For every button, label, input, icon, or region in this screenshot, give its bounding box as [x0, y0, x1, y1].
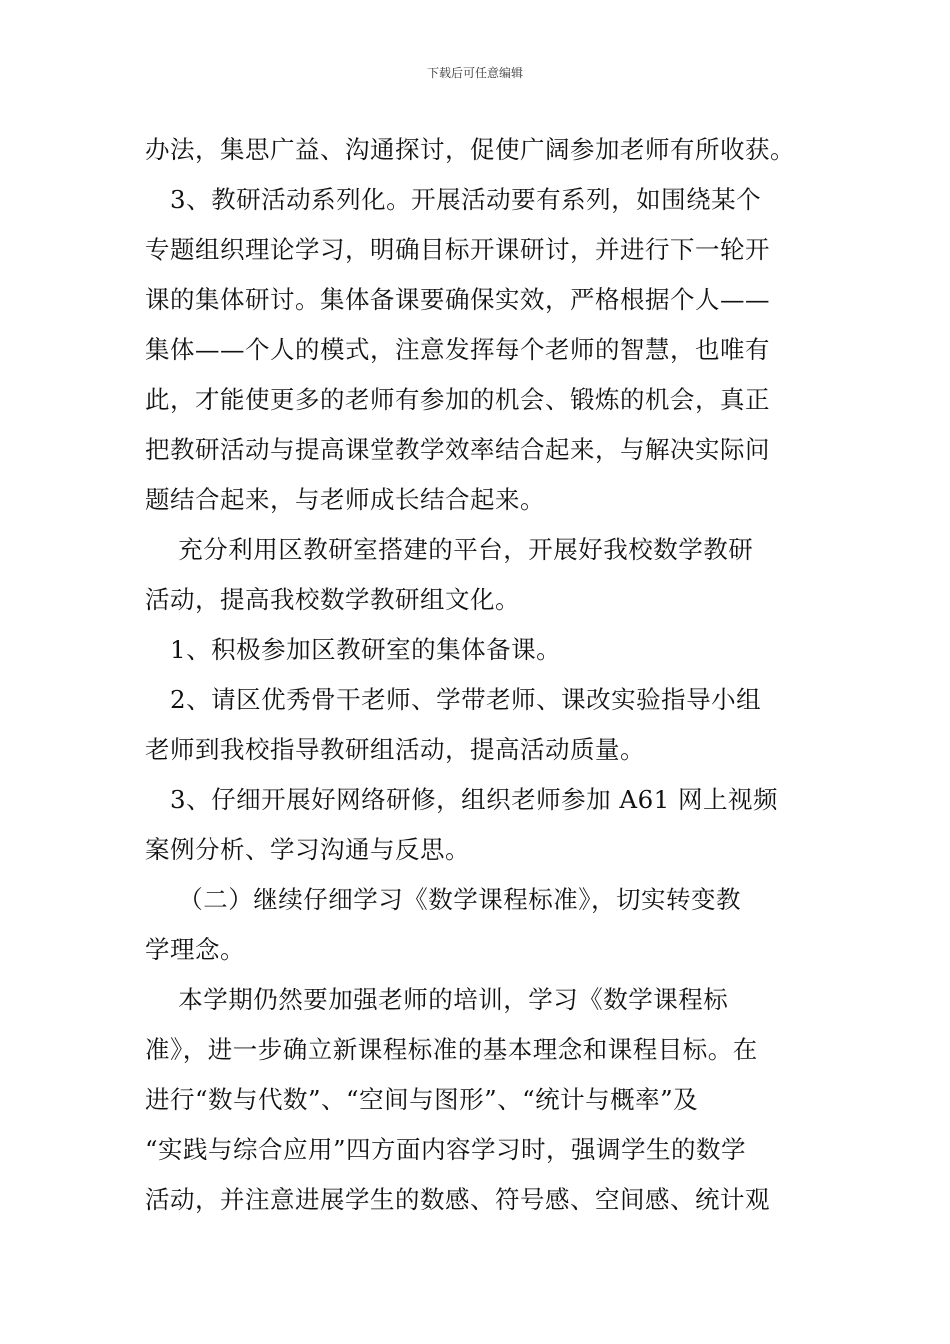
- page-header: 下载后可任意编辑: [426, 66, 523, 80]
- text-line: 本学期仍然要加强老师的培训，学习《数学课程标: [145, 985, 729, 1014]
- text-line: 题结合起来，与老师成长结合起来。: [145, 485, 545, 514]
- text-line: “实践与综合应用”四方面内容学习时，强调学生的数学: [145, 1135, 747, 1164]
- text-line: 2、请区优秀骨干老师、学带老师、课改实验指导小组: [145, 685, 762, 714]
- text-line: 3、教研活动系列化。开展活动要有系列，如围绕某个: [145, 185, 762, 214]
- text-line: 此，才能使更多的老师有参加的机会、锻炼的机会，真正: [145, 385, 770, 414]
- text-line: 案例分析、学习沟通与反思。: [145, 835, 470, 864]
- text-line: 学理念。: [145, 935, 245, 964]
- text-line: 课的集体研讨。集体备课要确保实效，严格根据个人——: [145, 285, 770, 314]
- text-line: 1、积极参加区教研室的集体备课。: [145, 635, 562, 664]
- text-line: 充分利用区教研室搭建的平台，开展好我校数学教研: [145, 535, 754, 564]
- text-line: 专题组织理论学习，明确目标开课研讨，并进行下一轮开: [145, 235, 770, 264]
- text-line: 进行“数与代数”、“空间与图形”、“统计与概率”及: [145, 1085, 699, 1114]
- text-line: 3、仔细开展好网络研修，组织老师参加 A61 网上视频: [145, 785, 779, 814]
- text-line: 集体——个人的模式，注意发挥每个老师的智慧，也唯有: [145, 335, 770, 364]
- text-line: 老师到我校指导教研组活动，提高活动质量。: [145, 735, 645, 764]
- text-line: 活动，提高我校数学教研组文化。: [145, 585, 520, 614]
- text-line: 把教研活动与提高课堂教学效率结合起来，与解决实际问: [145, 435, 770, 464]
- text-line: 准》，进一步确立新课程标准的基本理念和课程目标。在: [145, 1035, 758, 1064]
- document-body: [145, 128, 810, 1228]
- text-line: 办法，集思广益、沟通探讨，促使广阔参加老师有所收获。: [145, 135, 795, 164]
- text-line: 活动，并注意进展学生的数感、符号感、空间感、统计观: [145, 1185, 770, 1214]
- text-line: （二）继续仔细学习《数学课程标准》，切实转变教: [145, 885, 742, 914]
